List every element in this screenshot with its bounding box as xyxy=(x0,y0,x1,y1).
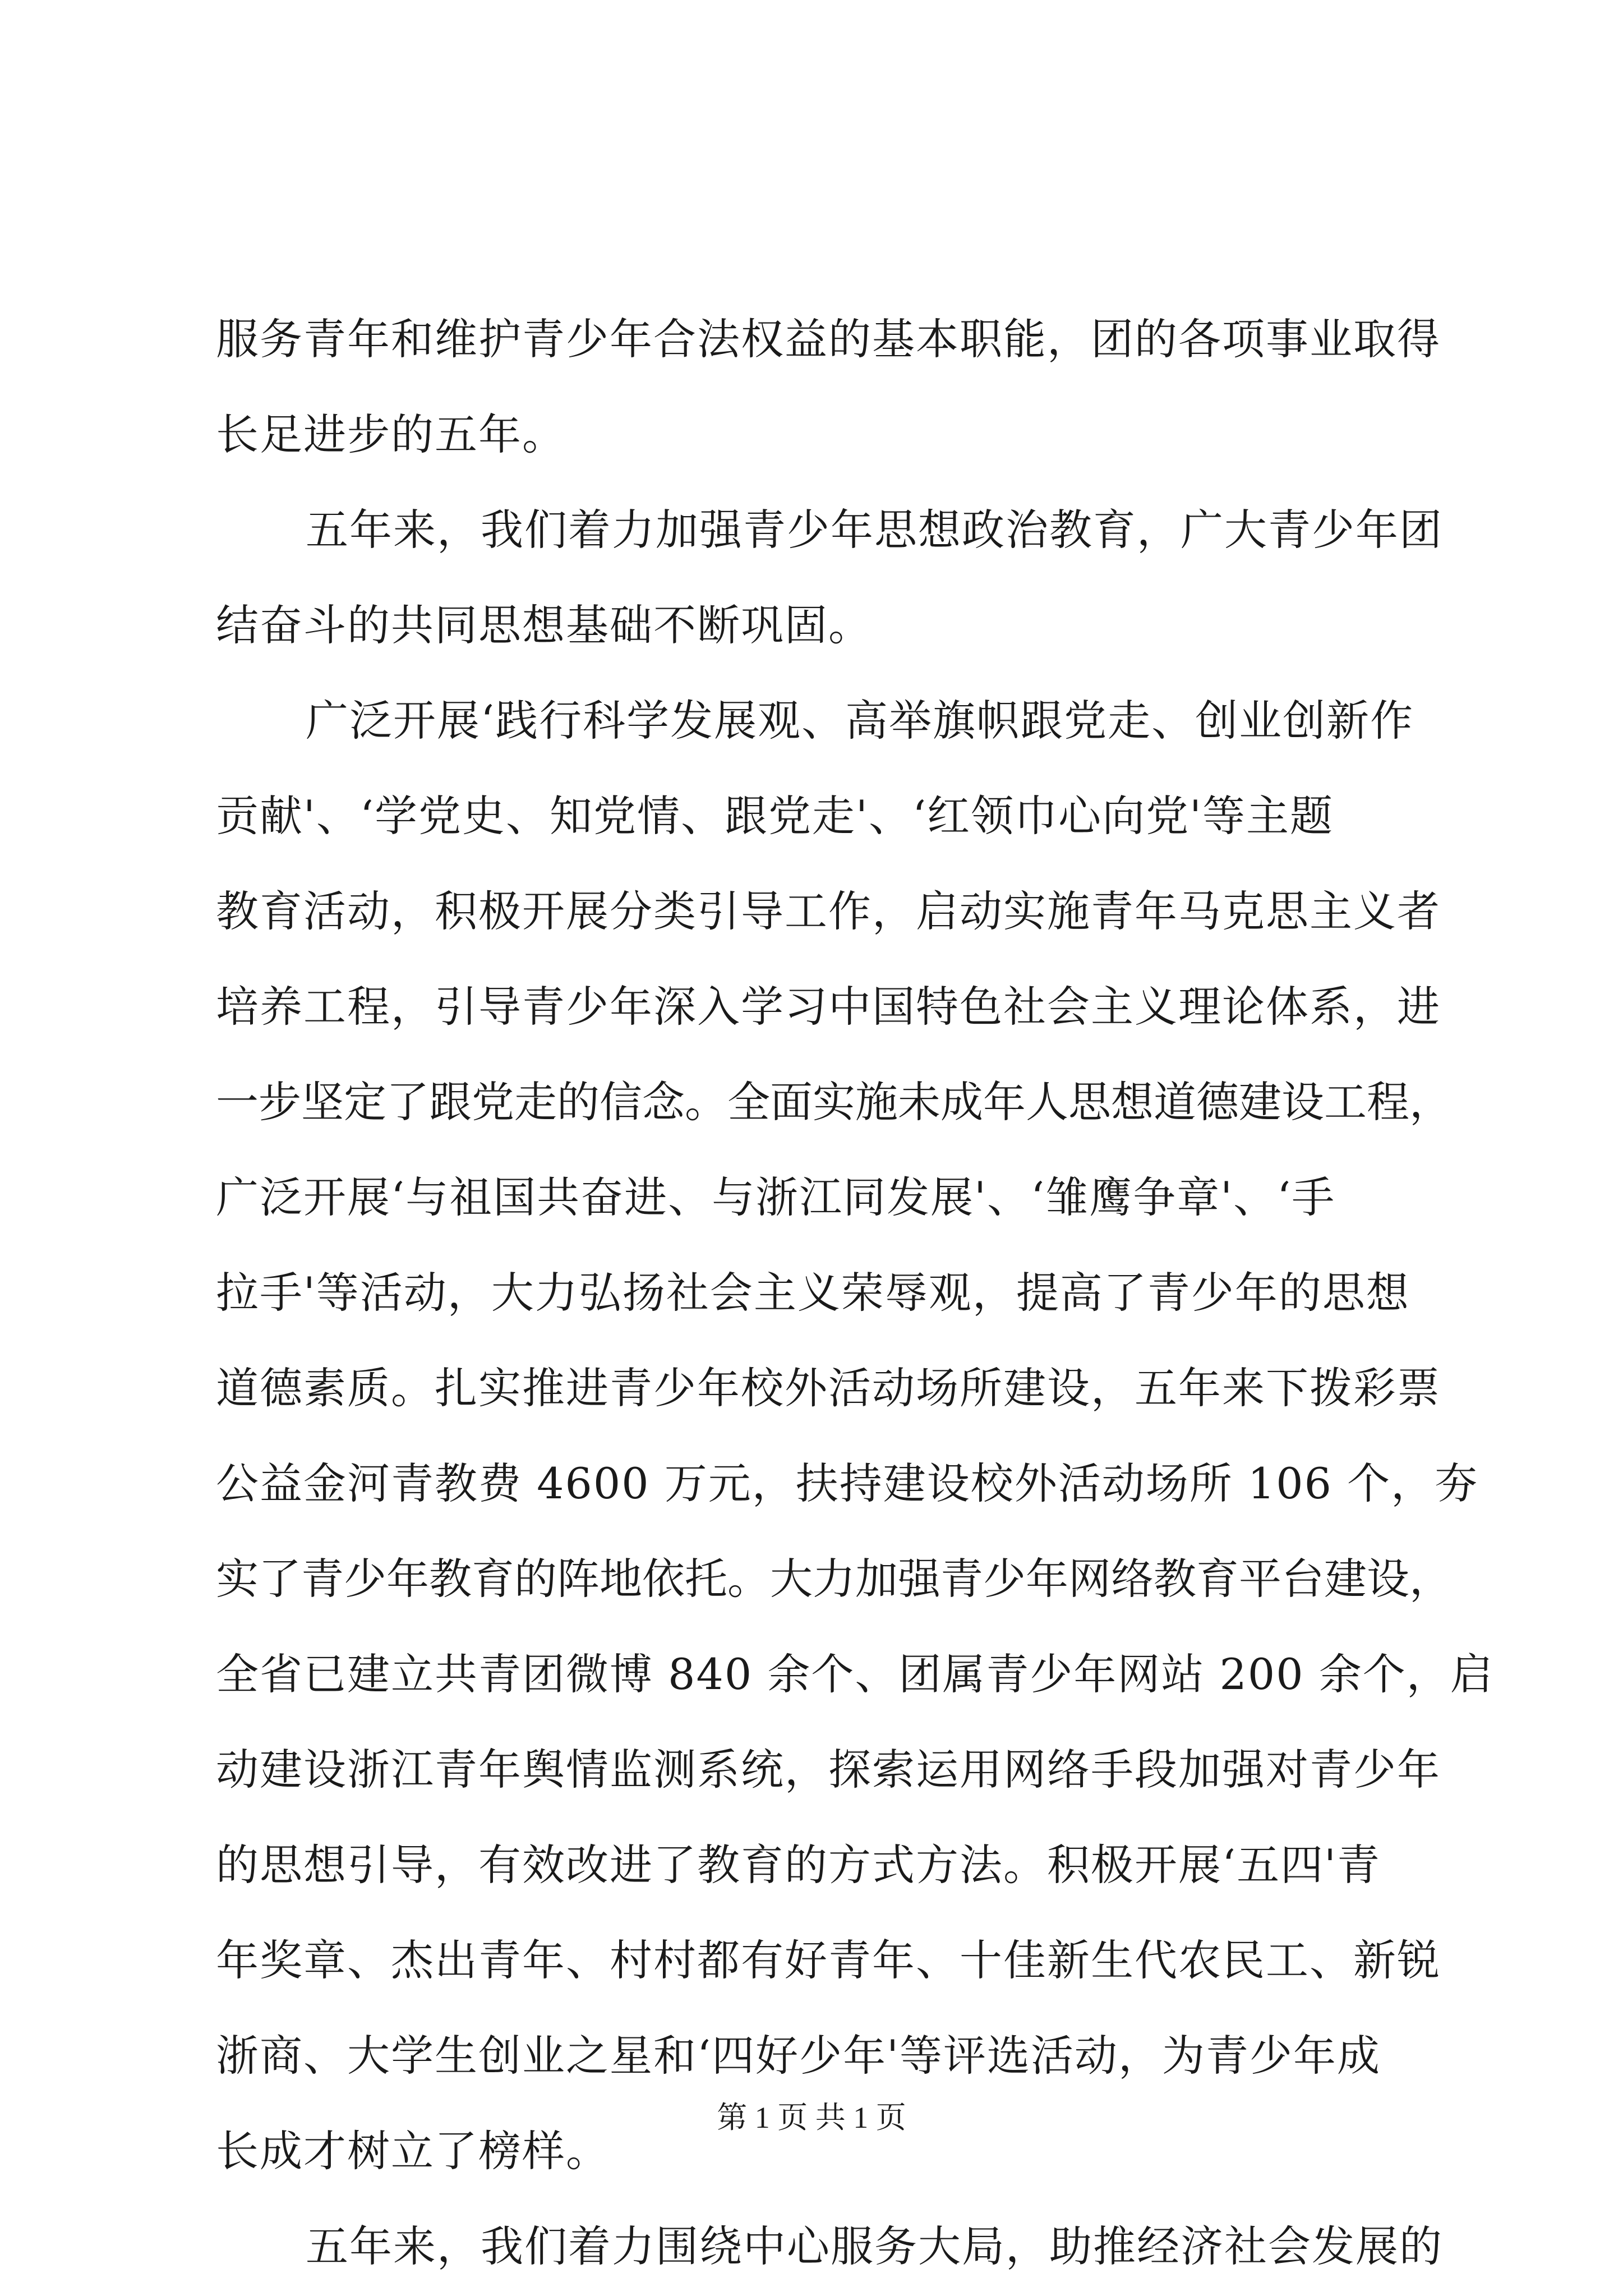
text-line: 拉手'等活动，大力弘扬社会主义荣辱观，提高了青少年的思想 xyxy=(216,1268,1410,1318)
text-line: 教育活动，积极开展分类引导工作，启动实施青年马克思主义者 xyxy=(216,886,1441,936)
text-line: 服务青年和维护青少年合法权益的基本职能，团的各项事业取得 xyxy=(216,314,1441,364)
text-line: 一步坚定了跟党走的信念。全面实施未成年人思想道德建设工程， xyxy=(216,1077,1452,1127)
text-line: 培养工程，引导青少年深入学习中国特色社会主义理论体系，进 xyxy=(216,982,1441,1032)
text-line: 实了青少年教育的阵地依托。大力加强青少年网络教育平台建设， xyxy=(216,1554,1452,1604)
text-line-paragraph-start: 五年来，我们着力加强青少年思想政治教育，广大青少年团 xyxy=(306,505,1443,555)
document-body xyxy=(216,292,1494,2294)
text-line: 全省已建立共青团微博 840 余个、团属青少年网站 200 余个，启 xyxy=(216,1649,1494,1699)
text-line: 年奖章、杰出青年、村村都有好青年、十佳新生代农民工、新锐 xyxy=(216,1935,1441,1985)
text-line: 浙商、大学生创业之星和‘四好少年'等评选活动，为青少年成 xyxy=(216,2031,1381,2081)
text-line: 贡献'、‘学党史、知党情、跟党走'、‘红领巾心向党'等主题 xyxy=(216,791,1334,841)
text-line: 道德素质。扎实推进青少年校外活动场所建设，五年来下拨彩票 xyxy=(216,1363,1441,1413)
text-line: 的思想引导，有效改进了教育的方式方法。积极开展‘五四'青 xyxy=(216,1840,1381,1890)
text-line: 动建设浙江青年舆情监测系统，探索运用网络手段加强对青少年 xyxy=(216,1745,1441,1795)
text-line-paragraph-start: 五年来，我们着力围绕中心服务大局，助推经济社会发展的 xyxy=(306,2221,1443,2271)
text-line: 公益金河青教费 4600 万元，扶持建设校外活动场所 106 个，夯 xyxy=(216,1458,1479,1508)
page-number-footer: 第 1 页 共 1 页 xyxy=(717,2101,906,2134)
text-line: 结奋斗的共同思想基础不断巩固。 xyxy=(216,600,872,650)
text-line: 长足进步的五年。 xyxy=(216,409,566,459)
text-line: 广泛开展‘与祖国共奋进、与浙江同发展'、‘雏鹰争章'、‘手 xyxy=(216,1172,1336,1222)
text-line: 长成才树立了榜样。 xyxy=(216,2126,610,2176)
text-line-paragraph-start: 广泛开展‘践行科学发展观、高举旗帜跟党走、创业创新作 xyxy=(306,696,1414,746)
